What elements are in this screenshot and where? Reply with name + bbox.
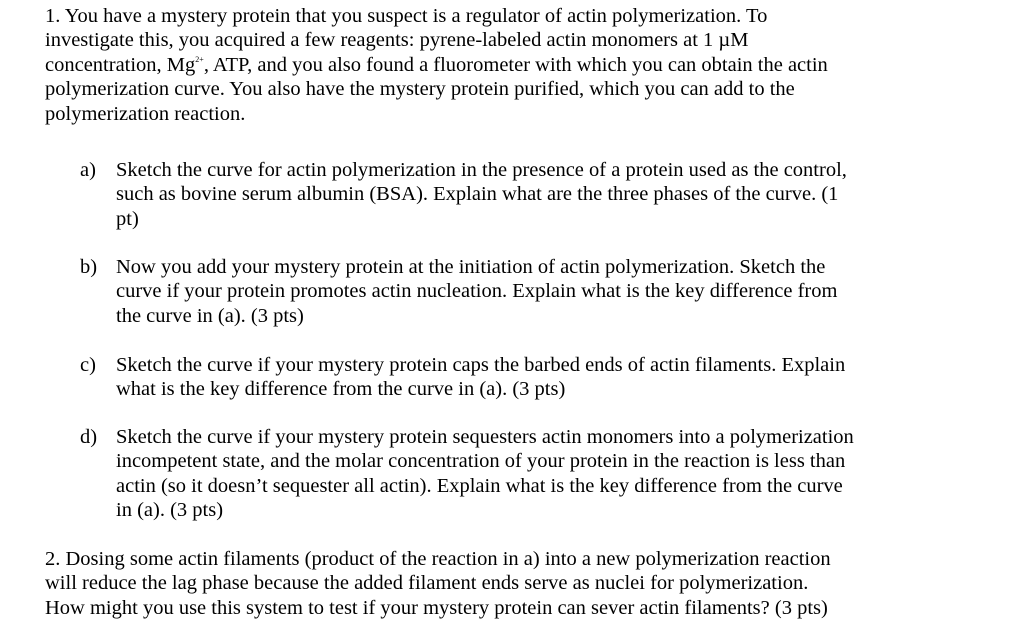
magnesium-charge-superscript: 2+ [195,54,204,64]
part-line: Sketch the curve if your mystery protein caps the barbed ends of actin filaments. Explain [116,354,846,376]
part-line: in (a). (3 pts) [116,499,224,522]
question-1 [45,4,995,126]
part-letter: b) [80,256,98,278]
question-1-line: polymerization reaction. [45,102,246,125]
part-letter: c) [80,354,96,376]
part-a-text [116,158,996,231]
part-line: Sketch the curve for actin polymerization in the presence of a protein used as the control, [116,159,847,181]
part-c-text [116,353,996,402]
question-1-line: investigate this, you acquired a few reagents: pyrene-labeled actin monomers at 1 µM [45,29,749,52]
part-line: Now you add your mystery protein at the initiation of actin polymerization. Sketch the [116,256,826,278]
part-line: Sketch the curve if your mystery protein sequesters actin monomers into a polymerization [116,426,854,448]
question-2-line: 2. Dosing some actin filaments (product of the reaction in a) into a new polymerization reaction [45,548,831,570]
part-line: what is the key difference from the curve in (a). (3 pts) [116,378,566,401]
part-line: curve if your protein promotes actin nucleation. Explain what is the key difference from [116,280,838,303]
part-line: such as bovine serum albumin (BSA). Explain what are the three phases of the curve. (1 [116,183,839,206]
part-line: pt) [116,207,139,230]
question-1-line-start: concentration, Mg [45,53,196,76]
question-1-line: polymerization curve. You also have the mystery protein purified, which you can add to the [45,78,795,101]
part-line: incompetent state, and the molar concentration of your protein in the reaction is less than [116,450,846,473]
question-1-line-rest: , ATP, and you also found a fluorometer with which you can obtain the actin [203,53,828,76]
part-d-text [116,425,996,523]
question-2-line: How might you use this system to test if your mystery protein can sever actin filaments? (3 pts) [45,596,828,619]
question-2 [45,547,995,620]
question-1-line: 1. You have a mystery protein that you suspect is a regulator of actin polymerization. To [45,5,768,27]
part-b-text [116,255,996,328]
question-1-line [45,53,995,77]
part-line: the curve in (a). (3 pts) [116,304,304,327]
question-2-line: will reduce the lag phase because the added filament ends serve as nuclei for polymerization. [45,572,809,595]
part-letter: d) [80,426,98,448]
part-letter: a) [80,159,96,181]
part-line: actin (so it doesn’t sequester all actin). Explain what is the key difference from the curve [116,474,843,497]
